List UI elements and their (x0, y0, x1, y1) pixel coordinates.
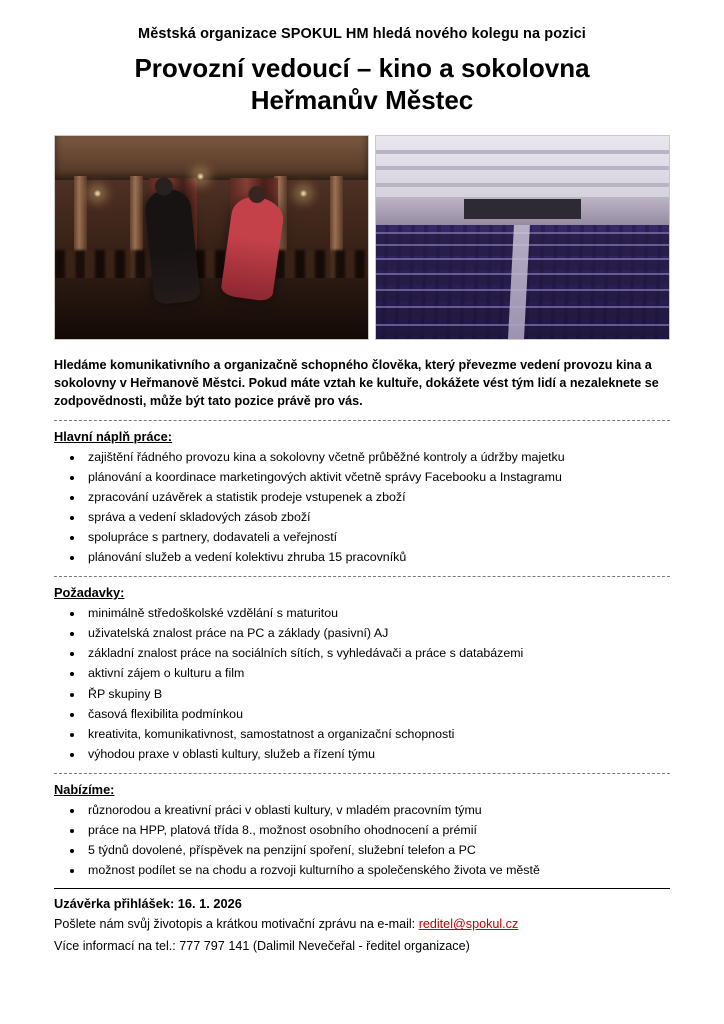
photo-strip (54, 135, 670, 340)
list-item: • spolupráce s partnery, dodavateli a veřejností (84, 527, 670, 547)
contact-email-prefix: Pošlete nám svůj životopis a krátkou motivační zprávu na e-mail: (54, 917, 419, 932)
divider-footer (54, 888, 670, 889)
application-deadline: Uzávěrka přihlášek: 16. 1. 2026 (54, 896, 242, 912)
section-heading: Požadavky: (54, 585, 125, 601)
requirements-list (54, 603, 670, 764)
divider-2 (54, 576, 670, 577)
list-item: • plánování a koordinace marketingových aktivit včetně správy Facebooku a Instagramu (84, 467, 670, 487)
title-line-1: Provozní vedoucí – kino a sokolovna (134, 53, 590, 84)
page-title (54, 53, 670, 116)
lead-paragraph: Hledáme komunikativního a organizačně schopného člověka, který převezme vedení provozu kina a sokolovny v Heřmanově Městci. Pokud máte vztah ke kultuře, dokážete vést tým lidí a nezaleknete se zodpovědnosti, může být tato pozice právě pro vás. (54, 357, 659, 409)
list-item: • plánování služeb a vedení kolektivu zhruba 15 pracovníků (84, 547, 670, 567)
responsibilities-list (54, 447, 670, 568)
list-item: • aktivní zájem o kulturu a film (84, 663, 670, 683)
list-item: • správa a vedení skladových zásob zboží (84, 507, 670, 527)
email-link[interactable]: reditel@spokul.cz (418, 917, 519, 932)
contact-phone-line: Více informací na tel.: 777 797 141 (Dalimil Nevečeřal - ředitel organizace) (54, 938, 470, 953)
list-item: • ŘP skupiny B (84, 684, 670, 704)
photo-cinema-seats (375, 135, 670, 340)
section-offer (54, 782, 670, 880)
offer-list (54, 800, 670, 880)
section-heading: Nabízíme: (54, 781, 115, 797)
divider-1 (54, 420, 670, 421)
section-requirements (54, 585, 670, 764)
kicker-text: Městská organizace SPOKUL HM hledá nového kolegu na pozici (138, 26, 586, 42)
section-heading: Hlavní náplň práce: (54, 428, 173, 444)
list-item: • uživatelská znalost práce na PC a základy (pasivní) AJ (84, 623, 670, 643)
list-item: • výhodou praxe v oblasti kultury, služeb a řízení týmu (84, 744, 670, 764)
photo-ballroom-dancers (54, 135, 369, 340)
list-item: • různorodou a kreativní práci v oblasti kultury, v mladém pracovním týmu (84, 800, 670, 820)
list-item: • základní znalost práce na sociálních sítích, s vyhledávači a práce s databázemi (84, 643, 670, 663)
contact-email-line (54, 915, 670, 935)
divider-3 (54, 773, 670, 774)
list-item: • možnost podílet se na chodu a rozvoji kulturního a společenského života ve městě (84, 860, 670, 880)
title-line-2: Heřmanův Městec (250, 85, 474, 116)
list-item: • zajištění řádného provozu kina a sokolovny včetně průběžné kontroly a údržby majetku (84, 447, 670, 467)
section-responsibilities (54, 429, 670, 568)
list-item: • zpracování uzávěrek a statistik prodeje vstupenek a zboží (84, 487, 670, 507)
list-item: • práce na HPP, platová třída 8., možnost osobního ohodnocení a prémií (84, 820, 670, 840)
list-item: • minimálně středoškolské vzdělání s maturitou (84, 603, 670, 623)
list-item: • kreativita, komunikativnost, samostatnost a organizační schopnosti (84, 724, 670, 744)
list-item: • časová flexibilita podmínkou (84, 704, 670, 724)
list-item: • 5 týdnů dovolené, příspěvek na penzijní spoření, služební telefon a PC (84, 840, 670, 860)
